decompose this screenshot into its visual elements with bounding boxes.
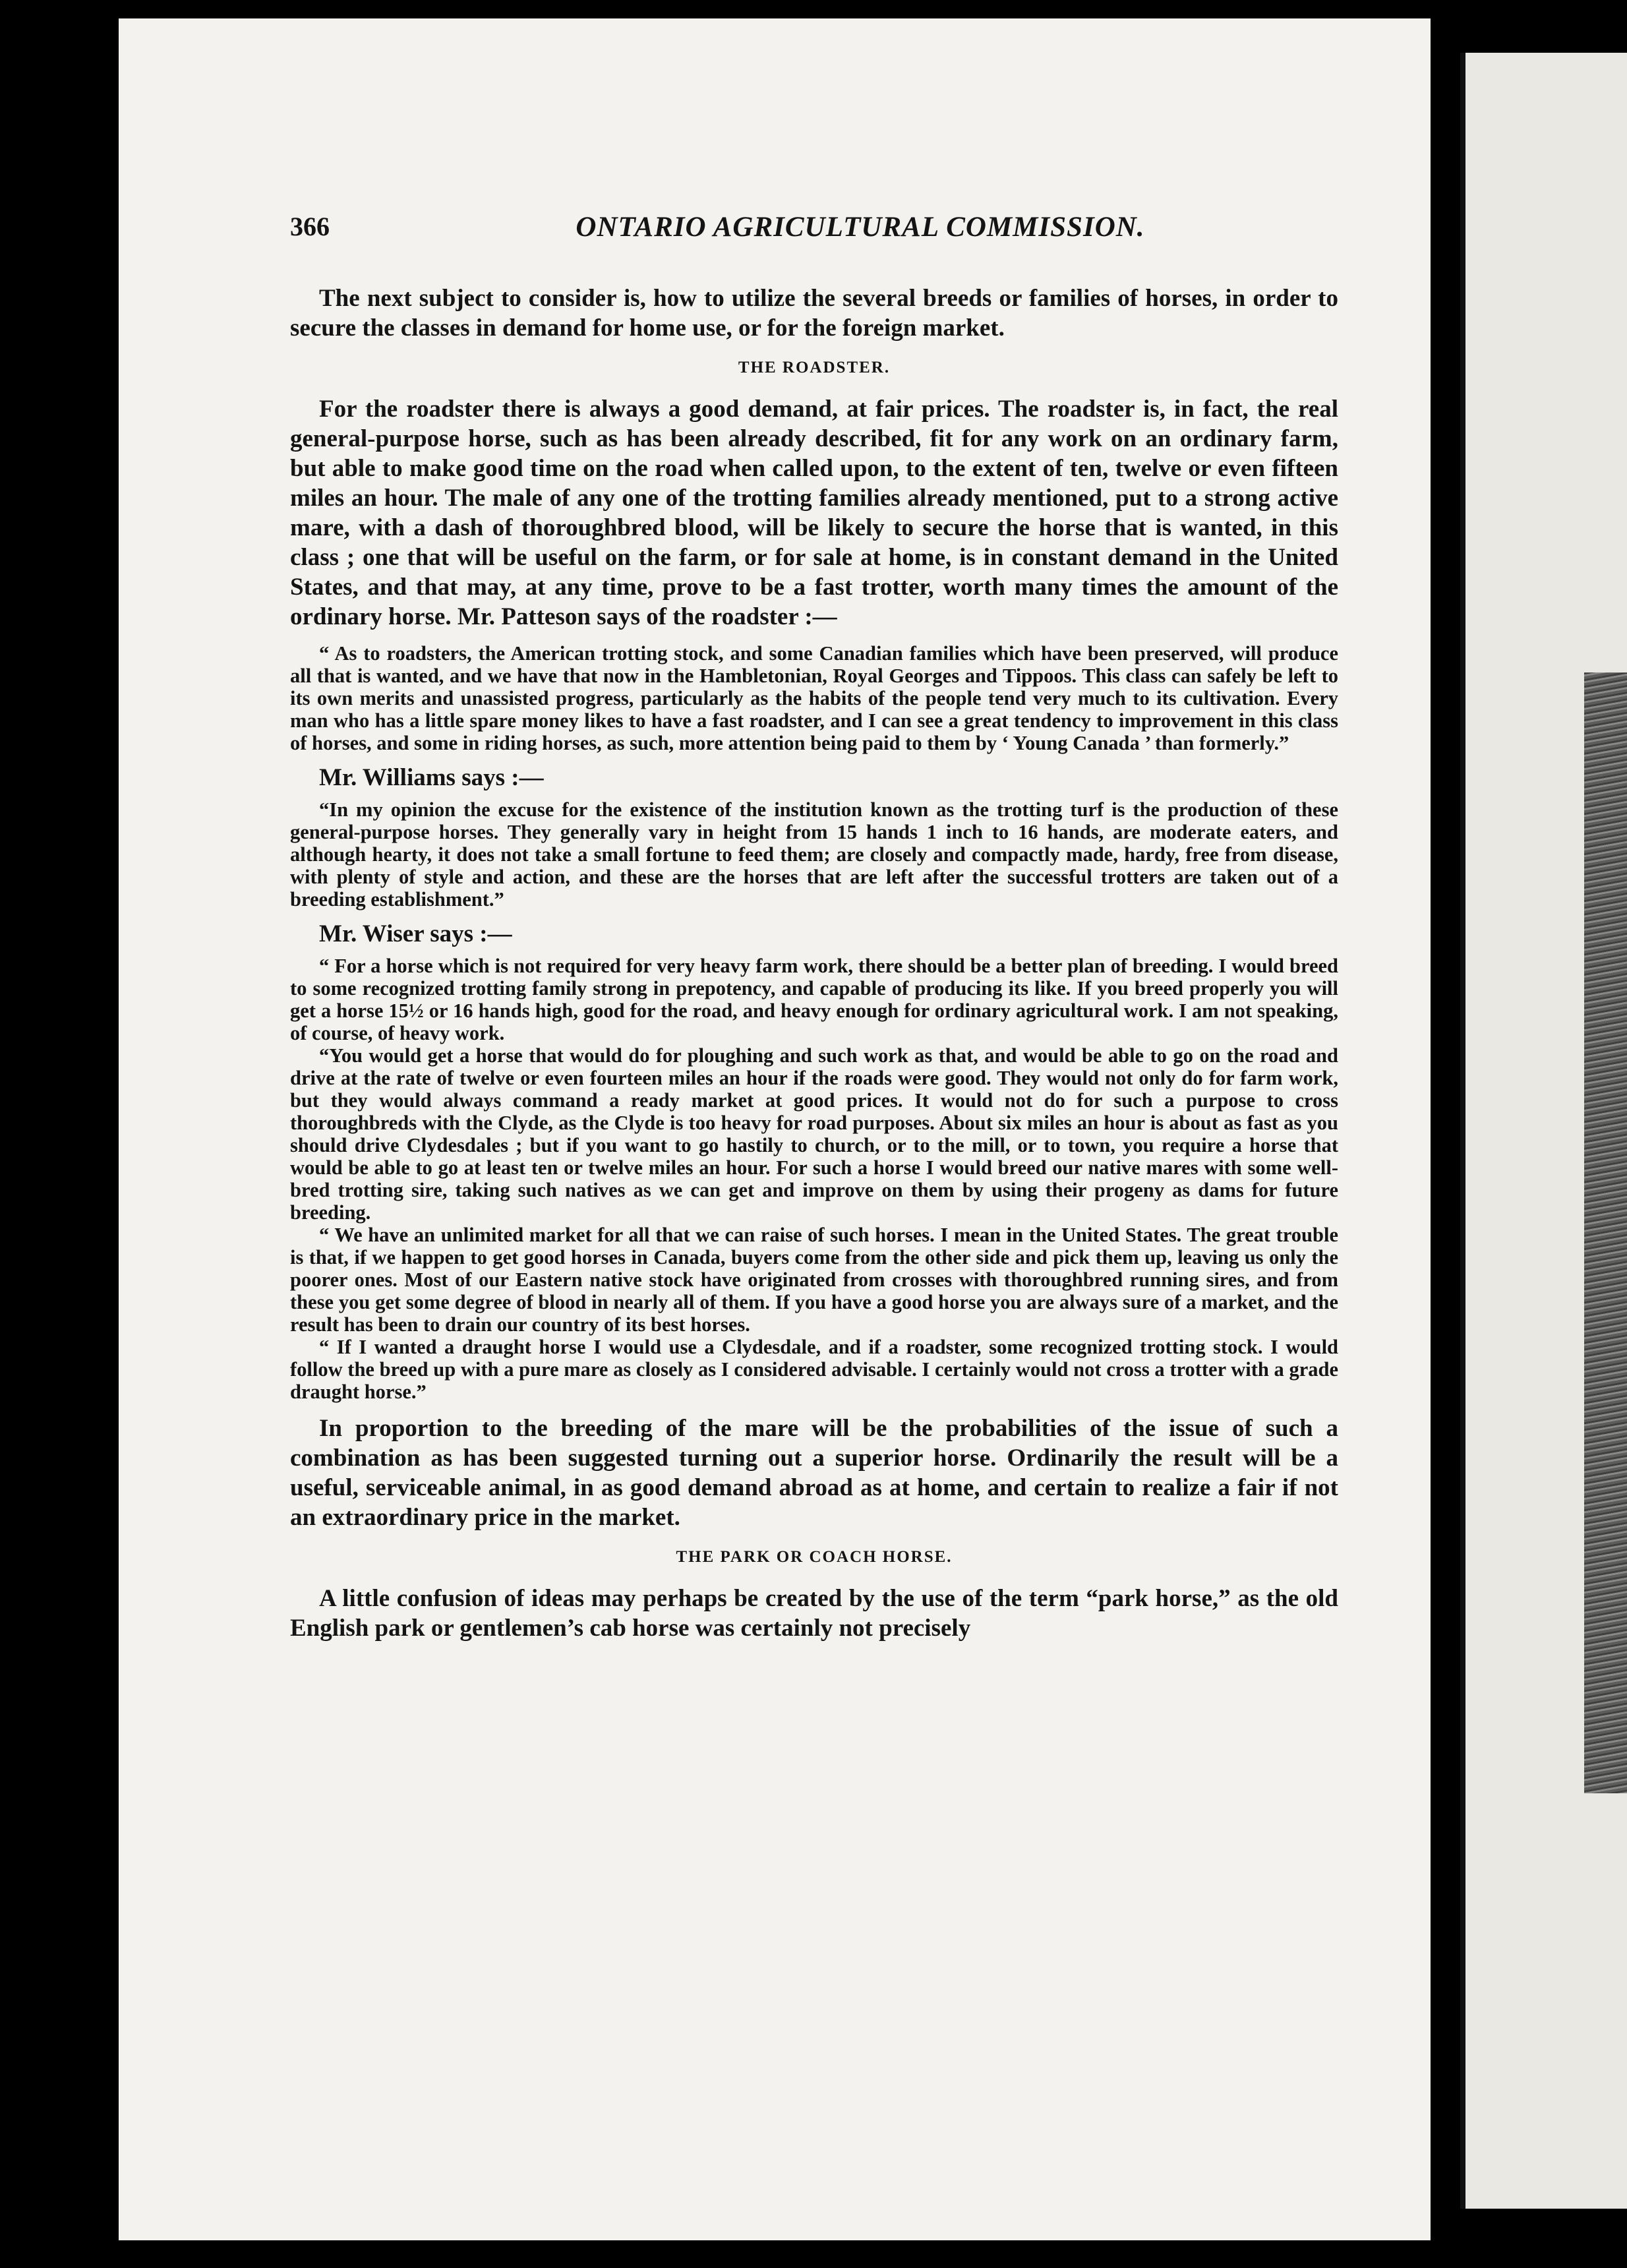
running-head	[290, 211, 1338, 251]
closing-paragraph: In proportion to the breeding of the mare will be the probabilities of the issue of such a combination as has been suggested turning out a superior horse. Ordinarily the result will be a useful, serviceable animal, in as good demand abroad as at home, and certain to realize a fair if not an extraordinary price in the market.	[290, 1415, 1338, 1531]
section-heading-roadster: THE ROADSTER.	[738, 359, 891, 376]
running-title: ONTARIO AGRICULTURAL COMMISSION.	[576, 212, 1145, 243]
williams-intro: Mr. Williams says :—	[319, 764, 544, 791]
intro-paragraph: The next subject to consider is, how to utilize the several breeds or families of horses, in order to secure the classes in demand for home use, or for the foreign market.	[290, 285, 1338, 342]
page-number: 366	[290, 212, 330, 241]
roadster-paragraph: For the roadster there is always a good demand, at fair prices. The roadster is, in fact, the real general-purpose horse, such as has been already described, fit for any work on an ordinary farm, but able to make good time on the road when called upon, to the extent of ten, twelve or even fifteen miles an hour. The male of any one of the trotting families already mentioned, put to a strong active mare, with a dash of thoroughbred blood, will be likely to secure the horse that is wanted, in this class ; one that will be useful on the farm, or for sale at home, is in constant demand in the United States, and that may, at any time, prove to be a fast trotter, worth many times the amount of the ordinary horse. Mr. Patteson says of the roadster :—	[290, 396, 1338, 630]
wiser-quote-4: “ If I wanted a draught horse I would use a Clydesdale, and if a roadster, some recognized trotting stock. I would follow the breed up with a pure mare as closely as I considered advisable. I certainly would not cross a trotter with a grade draught horse.”	[290, 1336, 1338, 1403]
section-heading-park-coach: THE PARK OR COACH HORSE.	[676, 1548, 953, 1566]
williams-quote: “In my opinion the excuse for the existence of the institution known as the trotting turf is the production of these general-purpose horses. They generally vary in height from 15 hands 1 inch to 16 hands, are moderate eaters, and although hearty, it does not take a small fortune to feed them; are closely and compactly made, hardy, free from disease, with plenty of style and action, and these are the horses that are left after the successful trotters are taken out of a breeding establishment.”	[290, 798, 1338, 910]
wiser-quote-2: “You would get a horse that would do for ploughing and such work as that, and would be able to go on the road and drive at the rate of twelve or even fourteen miles an hour if the roads were good. They would not only do for farm work, but they would always command a ready market at good prices. It would not do for such a purpose to cross thoroughbreds with the Clyde, as the Clyde is too heavy for road purposes. About six miles an hour is about as fast as you should drive Clydesdales ; but if you want to go hastily to church, or to the mill, or to town, you require a horse that would be able to go at least ten or twelve miles an hour. For such a horse I would breed our native mares with some well-bred trotting sire, taking such natives as we can get and improve on them by using their progeny as dams for future breeding.	[290, 1044, 1338, 1224]
wiser-quote-1: “ For a horse which is not required for very heavy farm work, there should be a better plan of breeding. I would breed to some recognized trotting family strong in prepotency, and capable of producing its like. If you breed properly you will get a horse 15½ or 16 hands high, good for the road, and heavy enough for ordinary agricultural work. I am not speaking, of course, of heavy work.	[290, 955, 1338, 1044]
adjacent-page-illustration-bleed	[1584, 672, 1627, 1793]
park-horse-paragraph: A little confusion of ideas may perhaps be created by the use of the term “park horse,” as the old English park or gentlemen’s cab horse was certainly not precisely	[290, 1585, 1338, 1642]
patteson-quote: “ As to roadsters, the American trotting stock, and some Canadian families which have been preserved, will produce all that is wanted, and we have that now in the Hambletonian, Royal Georges and Tippoos. This class can safely be left to its own merits and unassisted progress, particularly as the habits of the people tend very much to its cultivation. Every man who has a little spare money likes to have a fast roadster, and I can see a great tendency to improvement in this class of horses, and some in riding horses, as such, more attention being paid to them by ‘ Young Canada ’ than formerly.”	[290, 642, 1338, 754]
adjacent-page-edge	[1460, 53, 1627, 2209]
page-content	[290, 211, 1338, 1643]
wiser-intro: Mr. Wiser says :—	[319, 920, 512, 947]
wiser-quote-3: “ We have an unlimited market for all that we can raise of such horses. I mean in the United States. The great trouble is that, if we happen to get good horses in Canada, buyers come from the other side and pick them up, leaving us only the poorer ones. Most of our Eastern native stock have originated from crosses with thoroughbred running sires, and from these you get some degree of blood in nearly all of them. If you have a good horse you are always sure of a market, and the result has been to drain our country of its best horses.	[290, 1224, 1338, 1336]
